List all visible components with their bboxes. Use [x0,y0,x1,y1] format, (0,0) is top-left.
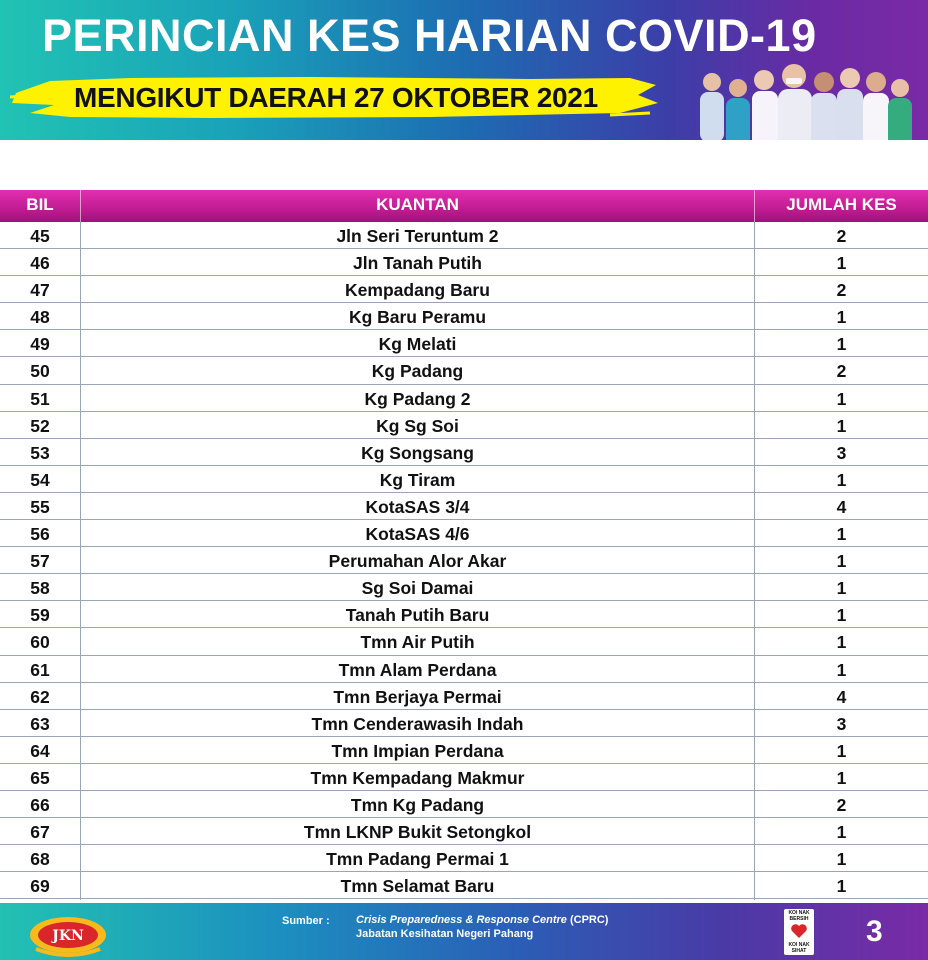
row-area-name: Tmn Kempadang Makmur [310,767,525,788]
jkn-logo [26,909,110,957]
row-area-name: Jln Seri Teruntum 2 [336,226,499,246]
table-row [0,601,928,628]
row-number: 48 [30,307,50,328]
heart-icon [790,922,808,940]
row-number: 47 [30,280,50,301]
row-number: 46 [30,253,50,274]
table-row [0,520,928,547]
table-row [0,303,928,330]
table-row [0,222,928,249]
row-case-count: 1 [836,632,847,653]
row-number: 50 [30,361,50,382]
row-number: 59 [30,605,50,626]
row-area-name: Kg Padang [371,361,464,382]
source-label: Sumber : [282,915,330,927]
row-area-name: Tmn Impian Perdana [331,740,504,761]
row-number: 51 [30,388,50,409]
jkn-logo-text: JKN [52,928,84,944]
row-area-name: Tmn Kg Padang [350,794,485,815]
table-row [0,683,928,710]
table-row [0,276,928,303]
row-area-name: Kg Sg Soi [376,415,459,436]
table-row [0,385,928,412]
row-area-name: Perumahan Alor Akar [328,551,507,572]
row-case-count: 1 [836,307,847,328]
row-number: 57 [30,551,50,572]
row-number: 65 [30,767,50,788]
row-area-name: Tmn Padang Permai 1 [326,849,509,870]
table-row [0,628,928,655]
table-row [0,656,928,683]
row-area-name: Kg Songsang [361,442,474,463]
table-body [0,222,928,899]
row-area-name: Kg Baru Peramu [348,307,487,328]
row-number: 67 [30,822,50,843]
koi-logo-bottom-text: KOI NAK SIHAT [788,942,810,954]
table-row [0,845,928,872]
row-case-count: 1 [836,253,847,274]
spacer [0,140,928,190]
row-area-name: Sg Soi Damai [361,578,474,599]
row-area-name: Kempadang Baru [345,280,490,301]
row-case-count: 1 [836,469,847,490]
row-number: 58 [30,578,50,599]
row-area-name: KotaSAS 3/4 [365,496,470,517]
table-row [0,737,928,764]
table-row [0,412,928,439]
table-row [0,466,928,493]
row-area-name: Kg Padang 2 [364,388,471,409]
row-case-count: 2 [836,226,847,246]
table-row [0,818,928,845]
row-area-name: Tanah Putih Baru [345,605,490,626]
row-area-name: Tmn Berjaya Permai [333,686,502,707]
column-header-cases: JUMLAH KES [786,195,897,214]
row-case-count: 3 [836,442,847,463]
row-number: 64 [30,740,50,761]
row-area-name: Jln Tanah Putih [353,253,482,274]
table-row [0,872,928,899]
row-case-count: 1 [836,605,847,626]
source-department: Jabatan Kesihatan Negeri Pahang [356,928,534,940]
row-case-count: 1 [836,849,847,870]
page-title: PERINCIAN KES HARIAN COVID-19 [42,10,817,61]
source-org-name: Crisis Preparedness & Response Centre [356,914,567,926]
row-number: 56 [30,524,50,545]
healthcare-workers-illustration [690,58,918,140]
row-number: 61 [30,659,50,680]
column-header-area: KUANTAN [376,195,459,214]
row-case-count: 1 [836,388,847,409]
table-row [0,574,928,601]
row-number: 45 [30,226,50,246]
row-area-name: Kg Tiram [379,469,456,490]
row-area-name: Tmn Alam Perdana [338,659,497,680]
row-area-name: KotaSAS 4/6 [365,524,470,545]
row-number: 63 [30,713,50,734]
table-header [0,190,928,222]
table-row [0,357,928,384]
row-case-count: 4 [836,496,847,517]
row-case-count: 2 [836,361,847,382]
row-number: 53 [30,442,50,463]
column-header-bil: BIL [26,195,54,214]
row-case-count: 1 [836,876,847,897]
row-case-count: 1 [836,659,847,680]
header-banner [0,0,928,140]
row-number: 52 [30,415,50,436]
row-case-count: 1 [836,334,847,355]
table-row [0,764,928,791]
row-case-count: 1 [836,767,847,788]
row-number: 62 [30,686,50,707]
table-row [0,791,928,818]
table-row [0,547,928,574]
row-number: 54 [30,469,50,490]
source-organisation [356,914,608,926]
row-case-count: 1 [836,740,847,761]
row-area-name: Tmn Selamat Baru [340,876,495,897]
row-case-count: 2 [836,794,847,815]
table-row [0,330,928,357]
row-number: 60 [30,632,50,653]
koi-logo-top-text: KOI NAK BERSIH [788,910,810,922]
koi-nak-bersih-logo [784,909,814,955]
page-subtitle: MENGIKUT DAERAH 27 OKTOBER 2021 [74,82,598,113]
row-case-count: 2 [836,280,847,301]
row-case-count: 1 [836,524,847,545]
row-area-name: Kg Melati [378,334,457,355]
row-area-name: Tmn Air Putih [360,632,475,653]
footer-bar [0,903,928,960]
row-number: 68 [30,849,50,870]
source-org-abbr: (CPRC) [566,914,609,926]
row-case-count: 1 [836,822,847,843]
table-row [0,493,928,520]
page-number: 3 [866,915,883,948]
row-number: 69 [30,876,50,897]
row-number: 55 [30,496,50,517]
row-case-count: 4 [836,686,847,707]
row-case-count: 3 [836,713,847,734]
row-case-count: 1 [836,415,847,436]
row-case-count: 1 [836,551,847,572]
row-case-count: 1 [836,578,847,599]
table-row [0,439,928,466]
table-row [0,710,928,737]
table-row [0,249,928,276]
row-number: 49 [30,334,50,355]
row-area-name: Tmn LKNP Bukit Setongkol [303,822,532,843]
row-number: 66 [30,794,50,815]
row-area-name: Tmn Cenderawasih Indah [311,713,524,734]
